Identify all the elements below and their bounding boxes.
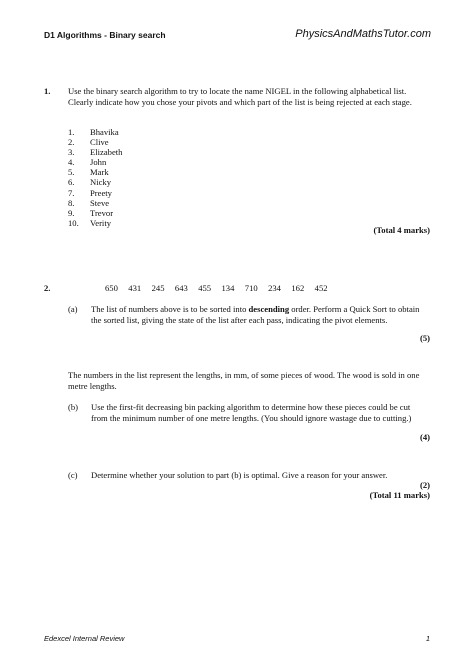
list-item: 1. Bhavika	[68, 127, 119, 137]
q2a-text: The list of numbers above is to be sorted into descending order. Perform a Quick Sort to obtain the sorted list, giving the state of the list after each pass, indicating the pivot elements.	[91, 304, 420, 325]
list-number: 431	[128, 283, 142, 293]
q2-total-marks: (Total 11 marks)	[369, 490, 430, 500]
q2a-label: (a)	[68, 304, 78, 314]
footer-source: Edexcel Internal Review	[44, 634, 125, 643]
q2c-marks: (2)	[419, 480, 430, 490]
list-item: 8. Steve	[68, 197, 110, 208]
list-number: 234	[268, 283, 281, 293]
list-number: 650	[105, 283, 118, 293]
list-number: 134	[221, 283, 235, 293]
list-item: 9. Trevor	[68, 207, 114, 218]
q2b-marks: (4)	[419, 432, 430, 442]
q1-text: Use the binary search algorithm to try to locate the name NIGEL in the following alphabetical list. Clearly indicate how you chose your pivots and which part of the list is being rejected at each stage.	[68, 86, 412, 107]
q1-name-list	[68, 127, 122, 228]
q2-number: 2.	[44, 283, 51, 293]
list-item: 3. Elizabeth	[68, 147, 123, 158]
list-number: 643	[174, 283, 188, 293]
q2b-text: Use the first-fit decreasing bin packing algorithm to determine how these pieces could be cut from the minimum number of one metre lengths. (You should ignore wastage due to cutting.)	[91, 402, 412, 423]
list-item: 10. Verity	[68, 217, 112, 228]
list-number: 245	[151, 283, 165, 293]
header-title: D1 Algorithms - Binary search	[44, 30, 166, 40]
q2a-marks: (5)	[419, 333, 430, 343]
q2-number-list	[105, 283, 338, 294]
list-item: 4. John	[68, 157, 107, 168]
list-number: 452	[314, 283, 328, 293]
q1-number: 1.	[44, 86, 51, 96]
q1-total-marks: (Total 4 marks)	[373, 225, 430, 235]
q2c-label: (c)	[68, 470, 78, 480]
list-item: 6. Nicky	[68, 177, 112, 188]
list-number: 710	[244, 283, 258, 293]
q2c-text: Determine whether your solution to part (b) is optimal. Give a reason for your answer.	[91, 470, 388, 480]
q2-context: The numbers in the list represent the lengths, in mm, of some pieces of wood. The wood is sold in one metre lengths.	[68, 370, 420, 391]
q2b-label: (b)	[68, 402, 79, 412]
list-item: 2. Clive	[68, 137, 109, 148]
list-number: 162	[291, 283, 305, 293]
list-item: 7. Preety	[68, 187, 112, 198]
header-site: PhysicsAndMathsTutor.com	[295, 28, 431, 40]
list-item: 5. Mark	[68, 167, 109, 178]
list-number: 455	[198, 283, 212, 293]
page-number: 1	[425, 634, 430, 643]
